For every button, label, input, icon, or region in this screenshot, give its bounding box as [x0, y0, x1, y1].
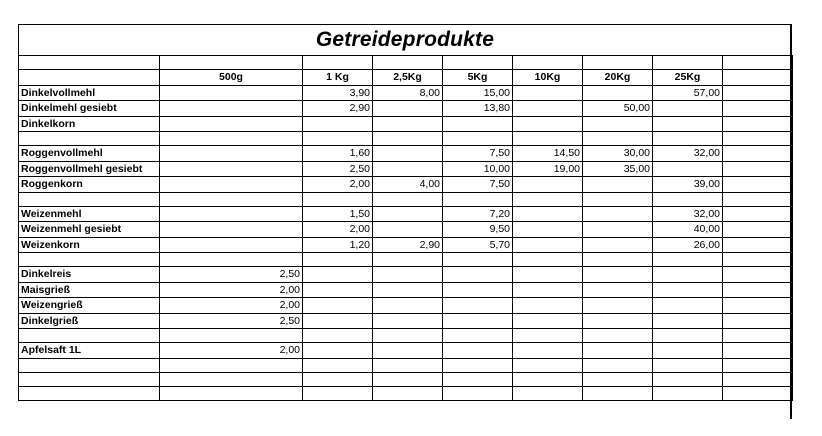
price-cell [513, 343, 583, 359]
price-cell [653, 132, 723, 146]
price-cell [583, 206, 653, 222]
price-cell [160, 237, 303, 253]
blank-row [19, 329, 793, 343]
price-cell: 7,50 [443, 146, 513, 162]
price-cell: 14,50 [513, 146, 583, 162]
price-cell [373, 267, 443, 283]
price-cell [443, 253, 513, 267]
price-cell [723, 116, 793, 132]
price-cell [373, 343, 443, 359]
price-cell [513, 298, 583, 314]
price-cell [723, 161, 793, 177]
price-cell [160, 386, 303, 400]
price-cell [373, 386, 443, 400]
product-name-cell [19, 372, 160, 386]
price-cell [723, 329, 793, 343]
price-cell [373, 161, 443, 177]
price-cell [723, 206, 793, 222]
table-row [19, 101, 793, 117]
price-cell: 8,00 [373, 85, 443, 101]
product-name-cell: Weizenkorn [19, 237, 160, 253]
price-cell: 1,60 [303, 146, 373, 162]
column-header [723, 70, 793, 86]
price-cell: 4,00 [373, 177, 443, 193]
price-cell: 2,90 [303, 101, 373, 117]
price-cell [513, 85, 583, 101]
price-cell: 2,00 [303, 177, 373, 193]
price-cell [160, 253, 303, 267]
table-row [19, 313, 793, 329]
price-cell [303, 313, 373, 329]
price-cell [583, 237, 653, 253]
product-name-cell: Dinkelvollmehl [19, 85, 160, 101]
header-row [19, 70, 793, 86]
price-cell [513, 222, 583, 238]
price-cell [303, 282, 373, 298]
table-row [19, 206, 793, 222]
price-cell: 15,00 [443, 85, 513, 101]
price-cell: 30,00 [583, 146, 653, 162]
price-cell [513, 237, 583, 253]
product-name-cell: Roggenvollmehl gesiebt [19, 161, 160, 177]
table-row [19, 146, 793, 162]
price-cell [583, 253, 653, 267]
price-cell [583, 282, 653, 298]
sheet-title: Getreideprodukte [315, 28, 495, 51]
price-cell [373, 206, 443, 222]
price-cell [160, 358, 303, 372]
table-row [19, 282, 793, 298]
price-cell [513, 253, 583, 267]
price-cell: 1,20 [303, 237, 373, 253]
price-cell: 2,50 [160, 313, 303, 329]
price-cell [723, 267, 793, 283]
table-row [19, 343, 793, 359]
price-cell [583, 192, 653, 206]
price-cell: 2,00 [303, 222, 373, 238]
price-cell [443, 267, 513, 283]
blank-row [19, 56, 793, 70]
price-cell: 32,00 [653, 146, 723, 162]
price-cell [513, 56, 583, 70]
price-cell [443, 298, 513, 314]
price-cell [723, 313, 793, 329]
price-cell: 2,90 [373, 237, 443, 253]
price-cell [373, 222, 443, 238]
price-cell [723, 253, 793, 267]
price-cell [160, 85, 303, 101]
price-cell [373, 372, 443, 386]
price-cell [303, 298, 373, 314]
product-name-cell: Roggenkorn [19, 177, 160, 193]
price-cell [723, 343, 793, 359]
product-name-cell: Dinkelkorn [19, 116, 160, 132]
price-cell [160, 101, 303, 117]
price-cell [373, 116, 443, 132]
price-cell [653, 343, 723, 359]
column-header: 10Kg [513, 70, 583, 86]
price-cell [723, 358, 793, 372]
price-cell: 2,00 [160, 343, 303, 359]
price-cell [160, 206, 303, 222]
price-cell [583, 116, 653, 132]
price-cell: 9,50 [443, 222, 513, 238]
price-cell [303, 372, 373, 386]
price-cell [513, 313, 583, 329]
price-cell: 5,70 [443, 237, 513, 253]
price-cell [723, 146, 793, 162]
price-cell [160, 56, 303, 70]
product-name-cell: Maisgrieß [19, 282, 160, 298]
price-cell: 10,00 [443, 161, 513, 177]
price-cell [443, 192, 513, 206]
table-row [19, 161, 793, 177]
price-cell [583, 298, 653, 314]
price-cell [653, 161, 723, 177]
price-cell: 19,00 [513, 161, 583, 177]
price-cell [583, 85, 653, 101]
price-cell [583, 329, 653, 343]
price-cell [653, 192, 723, 206]
price-cell [583, 222, 653, 238]
price-cell [513, 358, 583, 372]
price-cell: 39,00 [653, 177, 723, 193]
price-cell: 7,20 [443, 206, 513, 222]
table-row [19, 116, 793, 132]
price-cell [443, 358, 513, 372]
price-cell [160, 116, 303, 132]
price-cell [160, 222, 303, 238]
price-cell [373, 101, 443, 117]
price-cell [653, 101, 723, 117]
price-cell [583, 56, 653, 70]
price-cell [723, 101, 793, 117]
price-cell [373, 298, 443, 314]
price-cell [583, 132, 653, 146]
price-cell [723, 237, 793, 253]
price-cell [723, 85, 793, 101]
price-cell [723, 386, 793, 400]
product-name-cell: Dinkelmehl gesiebt [19, 101, 160, 117]
product-name-cell: Weizengrieß [19, 298, 160, 314]
price-cell [443, 132, 513, 146]
price-cell [373, 146, 443, 162]
price-cell [443, 116, 513, 132]
page-edge-line [790, 24, 792, 419]
price-cell [583, 177, 653, 193]
price-cell: 7,50 [443, 177, 513, 193]
price-cell [723, 298, 793, 314]
price-cell [723, 192, 793, 206]
price-cell [653, 313, 723, 329]
blank-row [19, 192, 793, 206]
price-cell [653, 372, 723, 386]
title-row [18, 24, 792, 55]
price-cell: 40,00 [653, 222, 723, 238]
price-cell: 50,00 [583, 101, 653, 117]
price-cell: 2,50 [303, 161, 373, 177]
price-cell [723, 372, 793, 386]
product-name-cell: Dinkelgrieß [19, 313, 160, 329]
price-cell [653, 358, 723, 372]
price-cell [303, 343, 373, 359]
price-cell [513, 386, 583, 400]
price-cell [653, 298, 723, 314]
price-cell [303, 267, 373, 283]
blank-row [19, 386, 793, 400]
price-cell [583, 358, 653, 372]
price-cell [160, 329, 303, 343]
price-cell: 35,00 [583, 161, 653, 177]
price-cell [160, 132, 303, 146]
table-row [19, 85, 793, 101]
product-name-cell: Weizenmehl gesiebt [19, 222, 160, 238]
price-cell [373, 132, 443, 146]
table-row [19, 237, 793, 253]
table-row [19, 298, 793, 314]
price-cell [513, 206, 583, 222]
price-cell [303, 132, 373, 146]
price-cell [443, 56, 513, 70]
price-cell [513, 192, 583, 206]
price-cell [443, 313, 513, 329]
price-cell: 1,50 [303, 206, 373, 222]
price-cell: 57,00 [653, 85, 723, 101]
price-cell [443, 282, 513, 298]
price-cell [723, 56, 793, 70]
column-header: 2,5Kg [373, 70, 443, 86]
price-cell [513, 329, 583, 343]
blank-row [19, 372, 793, 386]
price-cell [303, 116, 373, 132]
price-cell [513, 116, 583, 132]
price-cell [723, 132, 793, 146]
price-cell [653, 329, 723, 343]
price-cell [443, 372, 513, 386]
price-cell [160, 372, 303, 386]
column-header: 5Kg [443, 70, 513, 86]
price-cell [723, 282, 793, 298]
price-cell [583, 267, 653, 283]
price-cell [160, 177, 303, 193]
blank-row [19, 253, 793, 267]
price-cell: 2,50 [160, 267, 303, 283]
product-name-cell [19, 192, 160, 206]
price-cell [160, 161, 303, 177]
price-cell [653, 56, 723, 70]
price-cell: 32,00 [653, 206, 723, 222]
price-sheet [18, 24, 792, 401]
column-header [19, 70, 160, 86]
blank-row [19, 358, 793, 372]
product-name-cell: Dinkelreis [19, 267, 160, 283]
price-cell [583, 386, 653, 400]
price-cell [513, 132, 583, 146]
table-row [19, 267, 793, 283]
product-name-cell: Roggenvollmehl [19, 146, 160, 162]
price-cell [160, 146, 303, 162]
price-cell [373, 192, 443, 206]
table-row [19, 177, 793, 193]
price-cell [303, 56, 373, 70]
price-cell [653, 282, 723, 298]
price-cell: 2,00 [160, 282, 303, 298]
price-cell [513, 282, 583, 298]
product-name-cell: Apfelsaft 1L [19, 343, 160, 359]
blank-row [19, 132, 793, 146]
price-cell [303, 253, 373, 267]
product-name-cell: Weizenmehl [19, 206, 160, 222]
price-cell [373, 313, 443, 329]
price-cell [443, 386, 513, 400]
column-header: 20Kg [583, 70, 653, 86]
price-cell [443, 329, 513, 343]
price-cell [373, 253, 443, 267]
price-cell [373, 282, 443, 298]
price-table [18, 55, 793, 401]
price-cell [653, 386, 723, 400]
price-cell [723, 222, 793, 238]
price-cell [160, 192, 303, 206]
product-name-cell [19, 358, 160, 372]
price-cell [513, 101, 583, 117]
product-name-cell [19, 253, 160, 267]
price-cell: 2,00 [160, 298, 303, 314]
column-header: 1 Kg [303, 70, 373, 86]
price-cell [653, 253, 723, 267]
price-cell [513, 372, 583, 386]
price-cell [303, 386, 373, 400]
price-cell [373, 56, 443, 70]
price-cell [653, 116, 723, 132]
column-header: 25Kg [653, 70, 723, 86]
price-cell [373, 329, 443, 343]
product-name-cell [19, 132, 160, 146]
price-cell: 13,80 [443, 101, 513, 117]
product-name-cell [19, 329, 160, 343]
price-cell [653, 267, 723, 283]
price-cell [303, 192, 373, 206]
price-cell [303, 329, 373, 343]
column-header: 500g [160, 70, 303, 86]
price-cell: 26,00 [653, 237, 723, 253]
price-cell [303, 358, 373, 372]
price-cell [583, 343, 653, 359]
product-name-cell [19, 56, 160, 70]
product-name-cell [19, 386, 160, 400]
price-cell [373, 358, 443, 372]
price-cell [513, 177, 583, 193]
table-row [19, 222, 793, 238]
price-cell: 3,90 [303, 85, 373, 101]
price-cell [513, 267, 583, 283]
price-cell [583, 313, 653, 329]
price-cell [443, 343, 513, 359]
price-cell [723, 177, 793, 193]
price-cell [583, 372, 653, 386]
